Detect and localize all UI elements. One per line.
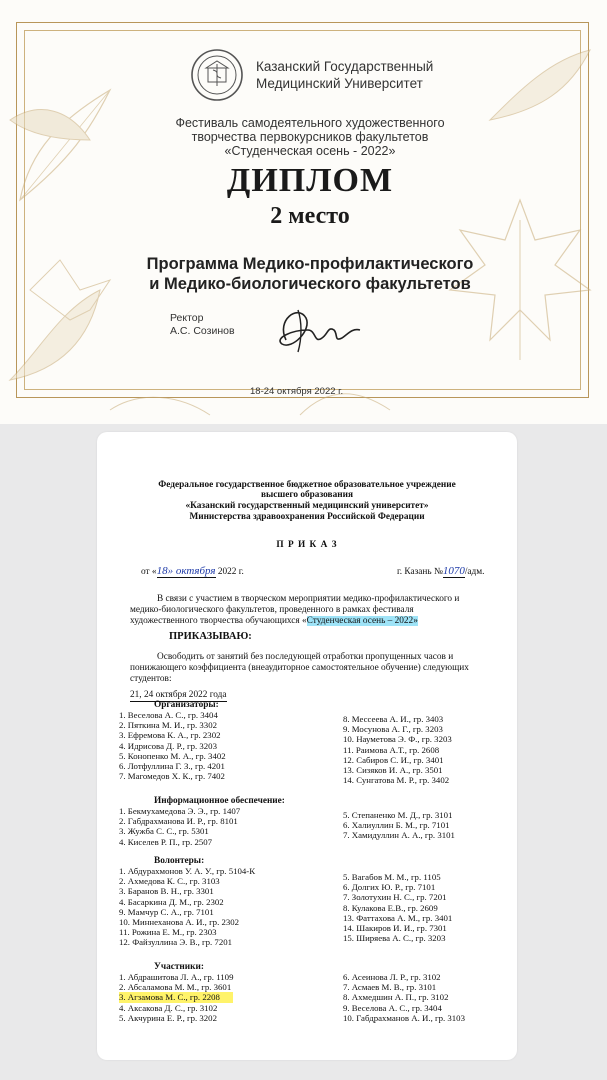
festival-line: Фестиваль самодеятельного художественного [175, 116, 445, 130]
list-item: 3. Жужба С. С., гр. 5301 [119, 826, 209, 837]
list-item: 14. Сунгатова М. Р., гр. 3402 [343, 775, 450, 786]
order-header-line: Министерства здравоохранения Российской Федерации [189, 512, 425, 522]
list-item: 6. Асеинова Л. Р., гр. 3102 [343, 972, 441, 982]
order-header-line: Федеральное государственное бюджетное образовательное учреждение [158, 480, 456, 490]
group-list-left [119, 710, 226, 781]
order-date-handwritten: 18» октября [156, 565, 216, 577]
order-paragraph-line: медико-биологического факультетов, проведенного в рамках фестиваля [130, 605, 414, 615]
order-number-suffix: /адм. [464, 567, 485, 577]
order-date-prefix: от « [141, 567, 157, 577]
list-item: 9. Мамчур С. А., гр. 7101 [119, 906, 214, 917]
festival-highlight: Студенческая осень – 2022» [306, 616, 418, 626]
list-item: 4. Идрисова Д. Р., гр. 3203 [119, 740, 217, 751]
list-item: 2. Абсаламова М. М., гр. 3601 [119, 982, 232, 993]
order-paragraph-text: художественного творчества обучающихся « [130, 616, 307, 626]
list-item: 7. Магомедов Х. К., гр. 7402 [119, 771, 225, 782]
group-list-left [119, 972, 233, 1023]
diploma-dates: 18-24 октября 2022 г. [250, 386, 344, 397]
list-item: 7. Золотухин Н. С., гр. 7201 [343, 892, 447, 903]
list-item: 2. Пяткина М. И., гр. 3302 [119, 720, 218, 731]
diploma-program [90, 254, 530, 294]
diploma-title: ДИПЛОМ [226, 162, 394, 199]
list-item: 8. Кулакова Е.В., гр. 2609 [343, 902, 438, 913]
list-item: 3. Агзамова М. С., гр. 2208 [119, 992, 233, 1002]
list-item: 5. Акчурина Е. Р., гр. 3202 [119, 1012, 217, 1023]
order-number-handwritten: 1070 [442, 565, 465, 577]
list-item: 3. Ефремова К. А., гр. 2302 [119, 730, 221, 741]
order-paragraph-line: Освободить от занятий без последующей отработки пропущенных часов и [157, 652, 454, 662]
list-item: 2. Габдрахманова И. Р., гр. 8101 [119, 816, 238, 827]
university-name-line: Казанский Государственный [256, 59, 434, 74]
list-item: 4. Басаркина Д. М., гр. 2302 [119, 896, 224, 907]
list-item: 6. Долгих Ю. Р., гр. 7101 [343, 882, 436, 893]
list-item: 2. Ахмедова К. С., гр. 3103 [119, 876, 220, 887]
program-line: и Медико-биологического факультетов [149, 275, 471, 293]
list-item: 5. Вагабов М. М., гр. 1105 [343, 872, 441, 882]
list-item: 9. Веселова А. С., гр. 3404 [343, 1002, 442, 1013]
order-number [397, 566, 484, 578]
order-header-line: высшего образования [261, 490, 353, 500]
program-line: Программа Медико-профилактического [146, 255, 474, 273]
group-list-left [119, 866, 255, 948]
list-item: 11. Раимова А.Т., гр. 2608 [343, 744, 440, 755]
group-list-right [343, 714, 452, 785]
group-list-left [119, 806, 240, 847]
group-list-right [343, 872, 452, 943]
list-item: 10. Миннеханова А. И., гр. 2302 [119, 917, 240, 928]
festival-line: творчества первокурсников факультетов [191, 130, 429, 144]
rector-name: А.С. Созинов [170, 325, 235, 337]
university-name [256, 58, 433, 92]
list-item: 7. Асмаев М. В., гр. 3101 [343, 982, 437, 993]
festival-name [110, 116, 510, 158]
list-item: 8. Ахмедшин А. П., гр. 3102 [343, 992, 449, 1003]
list-item: 8. Мессеева А. И., гр. 3403 [343, 714, 444, 724]
university-emblem-icon [190, 48, 244, 102]
list-item: 12. Сабиров С. И., гр. 3401 [343, 754, 444, 765]
list-item: 11. Рожина Е. М., гр. 2303 [119, 927, 217, 938]
order-date-suffix: 2022 г. [217, 567, 244, 577]
group-title: Волонтеры: [154, 856, 205, 866]
group-title: Организаторы: [154, 700, 219, 710]
order-document [97, 432, 517, 1060]
list-item: 10. Науметова Э. Ф., гр. 3203 [343, 734, 452, 745]
rector-signature-icon [268, 300, 378, 360]
list-item: 10. Габдрахманов А. И., гр. 3103 [343, 1012, 465, 1023]
group-title: Информационное обеспечение: [154, 796, 285, 806]
order-paragraph-line: понижающего коэффициента (внеаудиторное самостоятельное обучение) следующих [130, 663, 469, 673]
order-date [141, 566, 244, 578]
leaf-decoration-icon [100, 370, 400, 424]
list-item: 4. Аксакова Д. С., гр. 3102 [119, 1002, 218, 1013]
list-item: 5. Конопенко М. А., гр. 3402 [119, 750, 226, 761]
list-item: 13. Фаттахова А. М., гр. 3401 [343, 912, 453, 923]
list-item: 9. Мосунова А. Г., гр. 3203 [343, 724, 443, 735]
list-item: 7. Хамидуллин А. А., гр. 3101 [343, 830, 455, 841]
diploma [0, 0, 607, 424]
rector-block [170, 312, 235, 338]
list-item: 5. Степаненко М. Д., гр. 3101 [343, 810, 453, 820]
rector-title: Ректор [170, 312, 204, 324]
list-item: 1. Бекмухамедова Э. Э., гр. 1407 [119, 806, 241, 816]
list-item: 6. Лотфуллина Г. З., гр. 4201 [119, 761, 225, 772]
order-city-prefix: г. Казань № [397, 567, 443, 577]
order-paragraph-line: студентов: [130, 674, 172, 684]
list-item: 3. Баранов В. Н., гр. 3301 [119, 886, 214, 897]
order-header-line: «Казанский государственный медицинский университет» [185, 501, 429, 511]
list-item: 4. Киселев Р. П., гр. 2507 [119, 836, 213, 847]
order-dates-line: 21, 24 октября 2022 года [130, 690, 227, 700]
order-paragraph-line: В связи с участием в творческом мероприятии медико-профилактического и [157, 594, 460, 604]
festival-line: «Студенческая осень - 2022» [224, 144, 396, 158]
order-paragraph-line [130, 616, 418, 627]
group-list-right [343, 972, 465, 1023]
list-item: 14. Шакиров И. И., гр. 7301 [343, 923, 447, 934]
list-item: 1. Абдурахмонов У. А. У., гр. 5104-К [119, 866, 256, 876]
university-name-line: Медицинский Университет [256, 76, 423, 91]
list-item: 13. Сизяков И. А., гр. 3501 [343, 765, 443, 776]
diploma-place: 2 место [270, 203, 350, 229]
list-item: 1. Веселова А. С., гр. 3404 [119, 710, 218, 720]
list-item: 6. Халиуллин Б. М., гр. 7101 [343, 820, 450, 831]
order-command: ПРИКАЗЫВАЮ: [169, 631, 252, 642]
list-item: 12. Файзуллина Э. В., гр. 7201 [119, 937, 233, 948]
group-title: Участники: [154, 962, 204, 972]
group-list-right [343, 810, 455, 841]
order-doc-type: П Р И К А З [276, 540, 338, 550]
list-item: 1. Абдрашитова Л. А., гр. 1109 [119, 972, 234, 982]
list-item: 15. Ширяева А. С., гр. 3203 [343, 933, 446, 944]
